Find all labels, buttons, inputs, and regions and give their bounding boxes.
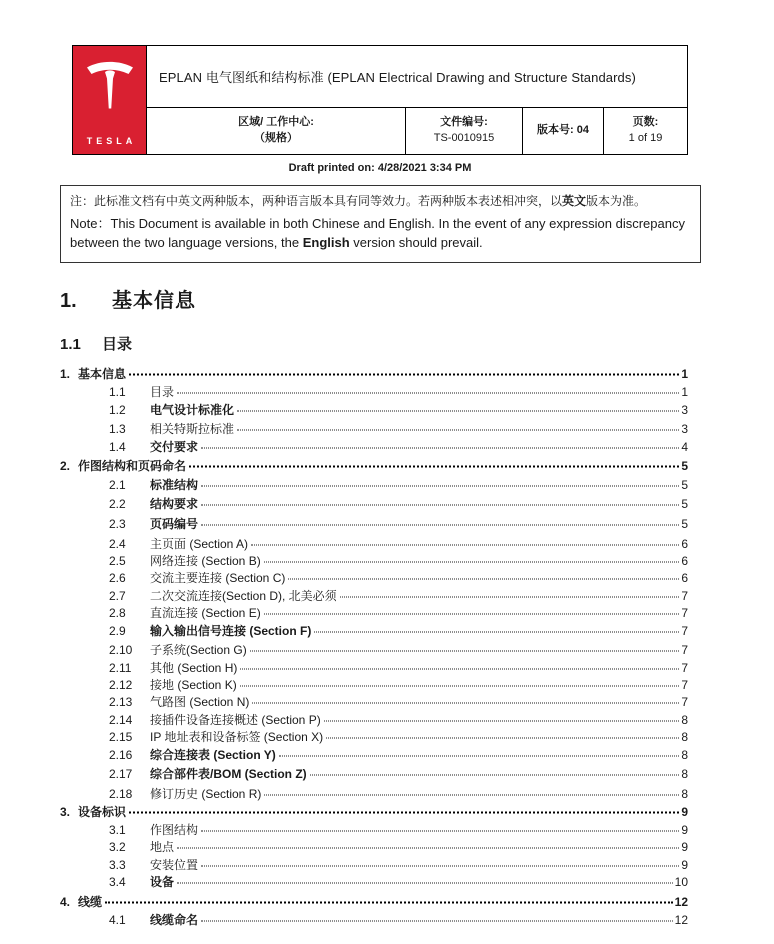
toc-entry-page: 5 [681, 459, 688, 474]
toc-entry-page: 4 [681, 439, 688, 454]
toc-entry-page: 9 [681, 823, 688, 838]
tesla-logo [73, 46, 147, 154]
note-box [60, 185, 701, 263]
toc-entry[interactable] [60, 748, 688, 762]
toc-dot-leader [237, 430, 679, 431]
toc-entry-page: 6 [681, 571, 688, 586]
toc-entry-label: 接插件设备连接概述 (Section P) [150, 712, 321, 727]
toc-entry-number: 2.1 [109, 477, 126, 492]
toc-dot-leader [279, 755, 680, 756]
toc-entry[interactable] [60, 695, 688, 709]
toc-entry-page: 12 [674, 894, 688, 909]
toc-entry-number: 3.3 [109, 857, 126, 872]
toc-entry-label: 网络连接 (Section B) [150, 554, 261, 568]
toc-entry-page: 8 [681, 712, 688, 727]
toc-entry-number: 3.1 [109, 823, 126, 838]
toc-entry-page: 8 [681, 786, 688, 801]
section-heading [60, 284, 774, 313]
toc-entry-label: 电气设计标准化 [150, 402, 235, 417]
toc-entry-label: IP 地址表和设备标签 (Section X) [150, 730, 324, 745]
toc-dot-leader [189, 466, 679, 468]
toc-entry[interactable] [60, 478, 688, 492]
note-chinese-bold: 英文 [562, 194, 587, 208]
toc-dot-leader [129, 811, 679, 813]
toc-dot-leader [240, 668, 679, 669]
header-cell-region [147, 108, 406, 154]
toc-entry-page: 9 [681, 857, 688, 872]
toc-entry[interactable] [60, 643, 688, 657]
toc-entry-number: 3.4 [109, 875, 126, 890]
toc-dot-leader [252, 703, 679, 704]
region-label: 区域/ 工作中心: [238, 116, 314, 129]
toc-dot-leader [177, 883, 673, 884]
header-cell-pages [604, 108, 687, 154]
toc-entry-page: 1 [681, 367, 688, 382]
toc-entry[interactable] [60, 895, 688, 909]
toc-entry[interactable] [60, 537, 688, 551]
toc-entry-number: 2.13 [109, 695, 133, 710]
toc-dot-leader [264, 614, 680, 615]
toc-entry-label: 安装位置 [150, 857, 199, 872]
toc-entry[interactable] [60, 422, 688, 436]
toc-entry-number: 2. [60, 459, 71, 474]
toc-entry-label: 目录 [150, 385, 175, 400]
toc-entry-page: 5 [681, 477, 688, 492]
toc-entry[interactable] [60, 730, 688, 744]
toc-dot-leader [201, 865, 679, 866]
toc-entry-page: 1 [681, 385, 688, 400]
toc-entry-page: 3 [681, 422, 688, 437]
toc-entry[interactable] [60, 497, 688, 511]
toc-entry-label: 接地 (Section K) [150, 677, 237, 692]
toc-entry-label: 页码编号 [150, 517, 199, 532]
toc-entry-page: 12 [674, 913, 688, 928]
header-cell-doc-number [406, 108, 523, 154]
toc-entry-number: 2.6 [109, 571, 126, 586]
toc-entry-page: 9 [681, 804, 688, 819]
toc-entry-label: 基本信息 [78, 367, 127, 382]
toc-entry-number: 2.2 [109, 497, 126, 512]
toc-entry-page: 7 [681, 695, 688, 710]
toc-dot-leader [264, 794, 679, 795]
doc-number-label: 文件编号: [440, 116, 488, 129]
toc-entry-label: 修订历史 (Section R) [150, 786, 262, 801]
toc-entry-number: 1.2 [109, 402, 126, 417]
toc-entry[interactable] [60, 661, 688, 675]
toc-entry-label: 交流主要连接 (Section C) [150, 571, 286, 586]
toc-entry[interactable] [60, 913, 688, 927]
toc-entry-label: 线缆 [78, 894, 103, 909]
toc-entry-label: 标准结构 [150, 477, 199, 492]
section-number: 1. [60, 290, 77, 313]
subsection-heading [60, 333, 774, 354]
note-chinese: 注：此标准文档有中英文两种版本，两种语言版本具有同等效力。若两种版本表述相冲突，以英文版本为准。 [70, 194, 647, 208]
toc-dot-leader [340, 596, 680, 597]
toc-entry-number: 1. [60, 367, 71, 382]
toc-entry-number: 2.12 [109, 677, 133, 692]
toc-entry-number: 1.1 [109, 385, 126, 400]
tesla-wordmark: TESLA [86, 136, 137, 146]
toc-entry-number: 2.7 [109, 588, 126, 603]
toc-entry-label: 主页面 (Section A) [150, 536, 249, 551]
toc-entry[interactable] [60, 367, 688, 381]
toc-dot-leader [201, 525, 679, 526]
toc-dot-leader [240, 685, 680, 686]
region-value: （规格） [254, 132, 298, 144]
toc-entry-page: 8 [681, 730, 688, 745]
toc-entry-number: 2.10 [109, 643, 133, 658]
toc-entry-number: 2.17 [109, 767, 133, 782]
toc-entry[interactable] [60, 517, 688, 531]
toc-entry[interactable] [60, 678, 688, 692]
doc-number-value: TS-0010915 [433, 132, 495, 144]
header-table [72, 45, 688, 155]
toc-entry-number: 2.3 [109, 517, 126, 532]
toc-entry-label: 设备 [150, 875, 175, 890]
table-of-contents [60, 367, 688, 927]
toc-entry-label: 作图结构和页码命名 [78, 459, 187, 474]
toc-dot-leader [201, 831, 679, 832]
toc-entry[interactable] [60, 606, 688, 620]
note-english: Note：This Document is available in both Chinese and English. In the event of any expression discrepancy between the two language versions, the English version should prevail. [70, 216, 685, 251]
toc-entry-label: 交付要求 [150, 439, 199, 454]
toc-entry-number: 2.9 [109, 623, 126, 638]
toc-entry-label: 地点 [150, 840, 175, 855]
toc-entry[interactable] [60, 787, 688, 801]
toc-entry[interactable] [60, 767, 688, 781]
tesla-t-icon [85, 53, 135, 115]
toc-dot-leader [105, 901, 673, 903]
version-label: 版本号: 04 [537, 124, 589, 137]
toc-entry-label: 综合部件表/BOM (Section Z) [150, 767, 307, 782]
toc-dot-leader [250, 651, 680, 652]
toc-entry-number: 2.14 [109, 712, 133, 727]
draft-printed-line: Draft printed on: 4/28/2021 3:34 PM [288, 162, 472, 174]
toc-dot-leader [177, 848, 679, 849]
toc-entry-number: 4. [60, 894, 71, 909]
toc-entry-page: 7 [681, 606, 688, 621]
toc-entry-number: 1.3 [109, 422, 126, 437]
toc-entry-number: 2.8 [109, 606, 126, 621]
toc-entry[interactable] [60, 554, 688, 568]
toc-entry[interactable] [60, 385, 688, 399]
toc-dot-leader [251, 544, 679, 545]
header-cell-version [523, 108, 604, 154]
toc-entry-page: 5 [681, 497, 688, 512]
toc-entry-page: 3 [681, 402, 688, 417]
toc-entry[interactable] [60, 440, 688, 454]
toc-entry-number: 2.15 [109, 730, 133, 745]
toc-entry[interactable] [60, 823, 688, 837]
toc-entry-label: 其他 (Section H) [150, 660, 238, 675]
toc-dot-leader [201, 505, 679, 506]
toc-dot-leader [264, 562, 680, 563]
toc-entry[interactable] [60, 805, 688, 819]
subsection-title: 目录 [102, 336, 133, 354]
toc-entry-number: 2.16 [109, 747, 133, 762]
toc-entry-page: 8 [681, 747, 688, 762]
toc-dot-leader [310, 775, 680, 776]
toc-dot-leader [326, 738, 679, 739]
toc-entry-number: 1.4 [109, 439, 126, 454]
toc-entry-label: 作图结构 [150, 823, 199, 838]
toc-entry-label: 综合连接表 (Section Y) [150, 747, 276, 762]
toc-entry[interactable] [60, 875, 688, 889]
toc-entry-page: 6 [681, 554, 688, 568]
toc-dot-leader [314, 631, 679, 632]
toc-dot-leader [324, 720, 680, 721]
toc-entry-page: 9 [681, 840, 688, 855]
note-english-bold: English [302, 235, 350, 251]
toc-entry-label: 输入输出信号连接 (Section F) [150, 623, 312, 638]
toc-entry-page: 5 [681, 517, 688, 532]
pages-value: 1 of 19 [628, 132, 663, 144]
toc-entry-label: 线缆命名 [150, 913, 199, 928]
toc-entry-page: 6 [681, 536, 688, 551]
toc-entry-label: 二次交流连接(Section D), 北美必须 [150, 588, 337, 603]
toc-entry[interactable] [60, 858, 688, 872]
toc-entry-page: 7 [681, 660, 688, 675]
toc-entry-label: 直流连接 (Section E) [150, 606, 261, 621]
toc-entry-number: 3. [60, 804, 71, 819]
toc-entry-label: 相关特斯拉标准 [150, 422, 235, 437]
document-title: EPLAN 电气图纸和结构标准 (EPLAN Electrical Drawing and Structure Standards) [147, 46, 687, 108]
section-title: 基本信息 [112, 290, 196, 313]
toc-entry[interactable] [60, 624, 688, 638]
toc-entry-label: 气路图 (Section N) [150, 695, 250, 710]
toc-dot-leader [237, 410, 679, 411]
toc-entry-number: 2.5 [109, 554, 126, 568]
toc-entry-page: 8 [681, 767, 688, 782]
pages-label: 页数: [632, 116, 659, 129]
toc-entry-page: 7 [681, 623, 688, 638]
subsection-number: 1.1 [60, 336, 81, 354]
toc-entry-page: 7 [681, 643, 688, 658]
toc-entry-page: 10 [674, 875, 688, 890]
toc-entry-label: 设备标识 [78, 804, 127, 819]
toc-entry[interactable] [60, 589, 688, 603]
toc-entry[interactable] [60, 571, 688, 585]
toc-dot-leader [129, 374, 679, 376]
toc-dot-leader [201, 921, 673, 922]
toc-dot-leader [201, 485, 679, 486]
toc-entry-number: 2.18 [109, 786, 133, 801]
document-page [0, 45, 774, 944]
toc-entry-label: 子系统(Section G) [150, 643, 247, 658]
toc-entry-number: 4.1 [109, 913, 126, 928]
toc-entry[interactable] [60, 459, 688, 473]
toc-dot-leader [201, 447, 679, 448]
toc-entry-number: 2.11 [109, 660, 132, 675]
toc-entry[interactable] [60, 713, 688, 727]
toc-dot-leader [177, 393, 679, 394]
toc-entry-label: 结构要求 [150, 497, 199, 512]
toc-entry-number: 2.4 [109, 536, 126, 551]
toc-entry-number: 3.2 [109, 840, 126, 855]
toc-entry-page: 7 [681, 677, 688, 692]
toc-entry-page: 7 [681, 588, 688, 603]
toc-entry[interactable] [60, 403, 688, 417]
toc-entry[interactable] [60, 840, 688, 854]
toc-dot-leader [288, 579, 679, 580]
